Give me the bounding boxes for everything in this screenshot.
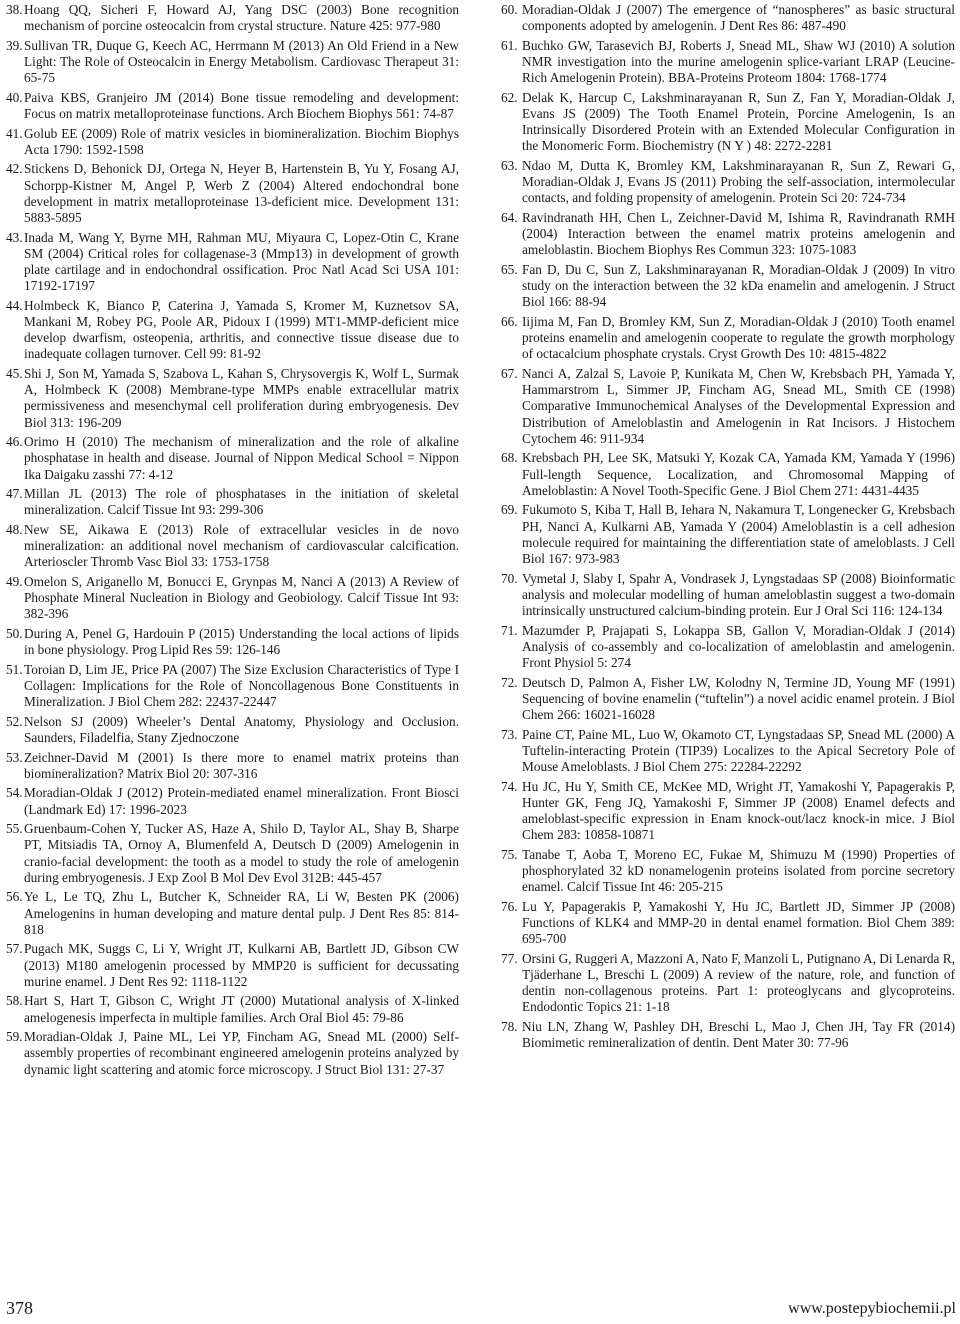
reference-number: 58. bbox=[6, 993, 23, 1009]
right-reference-column bbox=[501, 2, 955, 1055]
reference-entry bbox=[501, 623, 955, 672]
reference-number: 77. bbox=[501, 950, 518, 966]
reference-entry bbox=[6, 161, 459, 226]
reference-entry bbox=[501, 727, 955, 776]
reference-number: 44. bbox=[6, 297, 23, 313]
reference-number: 56. bbox=[6, 889, 23, 905]
reference-number: 46. bbox=[6, 434, 23, 450]
reference-entry bbox=[6, 662, 459, 711]
reference-number: 60. bbox=[501, 2, 518, 17]
reference-text: Vymetal J, Slaby I, Spahr A, Vondrasek J, Lyngstadaas SP (2008) Bioinformatic analysis and molecular modelling of human ameloblastin suggest a two-domain intrinsically unstructured calcium-binding protein. Eur J Oral Sci 116: 124-134 bbox=[522, 570, 955, 619]
reference-text: Toroian D, Lim JE, Price PA (2007) The Size Exclusion Characteristics of Type I Collagen: Implications for the Role of Noncollagenous Bone Constituents in Mineralization. J Biol Chem 282: 22437-22447 bbox=[24, 661, 459, 710]
reference-number: 57. bbox=[6, 941, 23, 957]
reference-number: 43. bbox=[6, 229, 23, 245]
reference-text: Paiva KBS, Granjeiro JM (2014) Bone tissue remodeling and development: Focus on matrix metalloproteinase functions. Arch Biochem Biophys 561: 74-87 bbox=[24, 89, 459, 121]
reference-number: 47. bbox=[6, 486, 23, 502]
reference-number: 71. bbox=[501, 622, 518, 638]
reference-number: 39. bbox=[6, 37, 23, 53]
reference-text: Omelon S, Ariganello M, Bonucci E, Grynpas M, Nanci A (2013) A Review of Phosphate Mineral Nucleation in Biology and Geobiology. Calcif Tissue Int 93: 382-396 bbox=[24, 574, 459, 622]
reference-entry bbox=[6, 993, 459, 1025]
reference-number: 54. bbox=[6, 785, 23, 801]
reference-text: Deutsch D, Palmon A, Fisher LW, Kolodny N, Termine JD, Young MF (1991) Sequencing of bovine enamelin (“tuftelin”) a novel acidic enamel protein. J Biol Chem 266: 16021-16028 bbox=[522, 674, 955, 723]
reference-entry bbox=[501, 675, 955, 724]
reference-text: Hu JC, Hu Y, Smith CE, McKee MD, Wright JT, Yamakoshi Y, Papagerakis P, Hunter GK, Feng JQ, Yamakoshi F, Simmer JP (2008) Enamel defects and ameloblast-specific expression in Enam knock-out/lacz knock-in mice. J Biol Chem 283: 10858-10871 bbox=[522, 778, 955, 843]
reference-entry bbox=[501, 1019, 955, 1051]
page-number: 378 bbox=[6, 1298, 33, 1318]
reference-number: 65. bbox=[501, 262, 518, 277]
reference-entry bbox=[501, 2, 955, 34]
reference-number: 66. bbox=[501, 314, 518, 329]
reference-entry bbox=[6, 230, 459, 295]
reference-entry bbox=[501, 779, 955, 844]
reference-text: Nanci A, Zalzal S, Lavoie P, Kunikata M, Chen W, Krebsbach PH, Yamada Y, Hammarstrom L, Simmer JP, Fincham AG, Snead ML, Smith CE (1998) Comparative Immunochemical Analyses of the Developmental Expression and Distribution of Ameloblastin and Amelogenin in Rat Incisors. J Histochem Cytochem 46: 911-934 bbox=[522, 366, 955, 446]
reference-text: Zeichner-David M (2001) Is there more to enamel matrix proteins than biomineralization? Matrix Biol 20: 307-316 bbox=[24, 749, 459, 781]
reference-text: Hoang QQ, Sicheri F, Howard AJ, Yang DSC (2003) Bone recognition mechanism of porcine osteocalcin from crystal structure. Nature 425: 977-980 bbox=[24, 2, 459, 34]
reference-text: Holmbeck K, Bianco P, Caterina J, Yamada S, Kromer M, Kuznetsov SA, Mankani M, Robey PG, Poole AR, Pidoux I (1999) MT1-MMP-deficient mice develop dwarfism, osteopenia, arthritis, and connective tissue disease due to inadequate collagen turnover. Cell 99: 81-92 bbox=[24, 297, 459, 362]
reference-text: Gruenbaum-Cohen Y, Tucker AS, Haze A, Shilo D, Taylor AL, Shay B, Sharpe PT, Mitsiadis TA, Ornoy A, Blumenfeld A, Deutsch D (2009) Amelogenin in cranio-facial development: the tooth as a model to study the role of amelogenin during embryogenesis. J Exp Zool B Mol Dev Evol 312B: 445-457 bbox=[24, 821, 459, 885]
reference-text: Mazumder P, Prajapati S, Lokappa SB, Gallon V, Moradian-Oldak J (2014) Analysis of co-assembly and co-localization of ameloblastin and amelogenin. Front Physiol 5: 274 bbox=[522, 622, 955, 671]
reference-entry bbox=[6, 486, 459, 518]
reference-text: Buchko GW, Tarasevich BJ, Roberts J, Snead ML, Shaw WJ (2010) A solution NMR investigation into the murine amelogenin splice-variant LRAP (Leucine-Rich Amelogenin Protein). BBA-Proteins Proteom 1804: 1768-1774 bbox=[522, 37, 955, 86]
reference-number: 53. bbox=[6, 749, 23, 765]
reference-number: 63. bbox=[501, 158, 518, 173]
reference-text: Hart S, Hart T, Gibson C, Wright JT (2000) Mutational analysis of X-linked amelogenesis imperfecta in multiple families. Arch Oral Biol 45: 79-86 bbox=[24, 993, 459, 1025]
reference-entry bbox=[501, 366, 955, 447]
reference-text: Ndao M, Dutta K, Bromley KM, Lakshminarayanan R, Sun Z, Rewari G, Moradian-Oldak J, Evans JS (2011) Probing the self-association, intermolecular contacts, and folding propensity of amelogenin. Protein Sci 20: 724-734 bbox=[522, 158, 955, 206]
reference-text: Millan JL (2013) The role of phosphatases in the initiation of skeletal mineralization. Calcif Tissue Int 93: 299-306 bbox=[24, 486, 459, 518]
reference-entry bbox=[6, 785, 459, 817]
reference-text: Krebsbach PH, Lee SK, Matsuki Y, Kozak CA, Yamada KM, Yamada Y (1996) Full-length Sequence, Localization, and Chromosomal Mapping of Ameloblastin: A Novel Tooth-Specific Gene. J Biol Chem 271: 4431-4435 bbox=[522, 450, 955, 498]
reference-text: Stickens D, Behonick DJ, Ortega N, Heyer B, Hartenstein B, Yu Y, Fosang AJ, Schorpp-Kistner M, Angel P, Werb Z (2004) Altered endochondral bone development in matrix metalloproteinase 13-deficient mice. Development 131: 5883-5895 bbox=[24, 161, 459, 225]
reference-number: 49. bbox=[6, 574, 23, 589]
reference-text: Pugach MK, Suggs C, Li Y, Wright JT, Kulkarni AB, Bartlett JD, Gibson CW (2013) M180 amelogenin processed by MMP20 is sufficient for decussating murine enamel. J Dent Res 92: 1118-1122 bbox=[24, 941, 459, 989]
reference-text: Golub EE (2009) Role of matrix vesicles in biomineralization. Biochim Biophys Acta 1790: 1592-1598 bbox=[24, 125, 459, 157]
reference-text: Iijima M, Fan D, Bromley KM, Sun Z, Moradian-Oldak J (2010) Tooth enamel proteins enamelin and amelogenin cooperate to regulate the growth morphology of octacalcium phosphate crystals. Cryst Growth Des 10: 4815-4822 bbox=[522, 314, 955, 362]
reference-number: 38. bbox=[6, 2, 23, 17]
reference-entry bbox=[6, 2, 459, 34]
reference-entry bbox=[501, 210, 955, 259]
reference-number: 51. bbox=[6, 661, 23, 677]
reference-number: 48. bbox=[6, 522, 23, 537]
reference-text: Niu LN, Zhang W, Pashley DH, Breschi L, Mao J, Chen JH, Tay FR (2014) Biomimetic remineralization of dentin. Dent Mater 30: 77-96 bbox=[522, 1019, 955, 1051]
reference-text: Inada M, Wang Y, Byrne MH, Rahman MU, Miyaura C, Lopez-Otin C, Krane SM (2004) Critical roles for collagenase-3 (Mmp13) in development of growth plate cartilage and in endochondral ossification. Proc Natl Acad Sci USA 101: 17192-17197 bbox=[24, 229, 459, 294]
reference-text: Lu Y, Papagerakis P, Yamakoshi Y, Hu JC, Bartlett JD, Simmer JP (2008) Functions of KLK4 and MMP-20 in dental enamel formation. Biol Chem 389: 695-700 bbox=[522, 898, 955, 947]
reference-text: Ravindranath HH, Chen L, Zeichner-David M, Ishima R, Ravindranath RMH (2004) Interaction between the enamel matrix proteins amelogenin and ameloblastin. Biochem Biophys Res Commun 323: 1075-1083 bbox=[522, 210, 955, 258]
reference-entry bbox=[6, 434, 459, 483]
reference-entry bbox=[501, 951, 955, 1016]
reference-text: Moradian-Oldak J (2012) Protein-mediated enamel mineralization. Front Biosci (Landmark Ed) 17: 1996-2023 bbox=[24, 785, 459, 817]
reference-text: Sullivan TR, Duque G, Keech AC, Herrmann M (2013) An Old Friend in a New Light: The Role of Osteocalcin in Energy Metabolism. Cardiovasc Therapeut 31: 65-75 bbox=[24, 37, 459, 86]
reference-text: Fan D, Du C, Sun Z, Lakshminarayanan R, Moradian-Oldak J (2009) In vitro study on the interaction between the 32 kDa enamelin and amelogenin. J Struct Biol 166: 88-94 bbox=[522, 262, 955, 310]
reference-number: 78. bbox=[501, 1019, 518, 1035]
reference-entry bbox=[501, 314, 955, 363]
reference-number: 40. bbox=[6, 89, 23, 105]
reference-entry bbox=[501, 38, 955, 87]
reference-text: Moradian-Oldak J (2007) The emergence of “nanospheres” as basic structural components adopted by amelogenin. J Dent Res 86: 487-490 bbox=[522, 2, 955, 34]
reference-entry bbox=[6, 750, 459, 782]
reference-entry bbox=[6, 90, 459, 122]
reference-entry bbox=[6, 522, 459, 571]
reference-entry bbox=[6, 1029, 459, 1078]
reference-text: Tanabe T, Aoba T, Moreno EC, Fukae M, Shimuzu M (1990) Properties of phosphorylated 32 kD nonamelogenin proteins isolated from porcine secretory enamel. Calcif Tissue Int 46: 205-215 bbox=[522, 846, 955, 895]
reference-text: Shi J, Son M, Yamada S, Szabova L, Kahan S, Chrysovergis K, Wolf L, Surmak A, Holmbeck K (2008) Membrane-type MMPs enable extracellular matrix permissiveness and mesenchymal cell proliferation during embryogenesis. Dev Biol 313: 196-209 bbox=[24, 366, 459, 430]
reference-text: Delak K, Harcup C, Lakshminarayanan R, Sun Z, Fan Y, Moradian-Oldak J, Evans JS (2009) The Tooth Enamel Protein, Porcine Amelogenin, Is an Intrinsically Disordered Protein with an Extended Molecular Configuration in the Monomeric Form. Biochemistry (N Y ) 48: 2272-2281 bbox=[522, 89, 955, 154]
reference-number: 50. bbox=[6, 626, 23, 641]
reference-entry bbox=[6, 366, 459, 431]
reference-text: Orsini G, Ruggeri A, Mazzoni A, Nato F, Manzoli L, Putignano A, Di Lenarda R, Tjäderhane L, Breschi L (2009) A review of the nature, role, and function of dentin non-collagenous proteins. Part 1: proteoglycans and glycoproteins. Endodontic Topics 21: 1-18 bbox=[522, 950, 955, 1015]
reference-number: 72. bbox=[501, 674, 518, 690]
reference-number: 73. bbox=[501, 726, 518, 742]
reference-number: 74. bbox=[501, 778, 518, 794]
footer-website: www.postepybiochemii.pl bbox=[788, 1300, 956, 1317]
reference-text: Moradian-Oldak J, Paine ML, Lei YP, Fincham AG, Snead ML (2000) Self-assembly properties of recombinant engineered amelogenin proteins analyzed by dynamic light scattering and atomic force microscopy. J Struct Biol 131: 27-37 bbox=[24, 1029, 459, 1077]
reference-number: 76. bbox=[501, 898, 518, 914]
reference-entry bbox=[6, 298, 459, 363]
reference-number: 52. bbox=[6, 713, 23, 729]
reference-entry bbox=[501, 450, 955, 499]
reference-number: 61. bbox=[501, 37, 518, 53]
reference-number: 45. bbox=[6, 366, 23, 381]
reference-entry bbox=[501, 262, 955, 311]
reference-entry bbox=[6, 889, 459, 938]
reference-number: 64. bbox=[501, 210, 518, 225]
left-reference-column bbox=[6, 2, 459, 1081]
reference-entry bbox=[6, 714, 459, 746]
reference-text: During A, Penel G, Hardouin P (2015) Understanding the local actions of lipids in bone physiology. Prog Lipid Res 59: 126-146 bbox=[24, 626, 459, 658]
reference-text: New SE, Aikawa E (2013) Role of extracellular vesicles in de novo mineralization: an additional novel mechanism of cardiovascular calcification. Arterioscler Thromb Vasc Biol 33: 1753-1758 bbox=[24, 522, 459, 570]
reference-number: 69. bbox=[501, 502, 518, 518]
reference-entry bbox=[6, 126, 459, 158]
reference-entry bbox=[6, 38, 459, 87]
reference-entry bbox=[6, 626, 459, 658]
reference-number: 41. bbox=[6, 125, 23, 141]
reference-number: 55. bbox=[6, 821, 23, 837]
reference-number: 68. bbox=[501, 450, 518, 466]
reference-text: Nelson SJ (2009) Wheeler’s Dental Anatomy, Physiology and Occlusion. Saunders, Filadelfia, Stany Zjednoczone bbox=[24, 713, 459, 745]
reference-text: Orimo H (2010) The mechanism of mineralization and the role of alkaline phosphatase in health and disease. Journal of Nippon Medical School = Nippon Ika Daigaku zasshi 77: 4-12 bbox=[24, 434, 459, 482]
reference-entry bbox=[501, 158, 955, 207]
reference-entry bbox=[6, 574, 459, 623]
reference-number: 70. bbox=[501, 570, 518, 586]
reference-text: Fukumoto S, Kiba T, Hall B, Iehara N, Nakamura T, Longenecker G, Krebsbach PH, Nanci A, Kulkarni AB, Yamada Y (2004) Ameloblastin is a cell adhesion molecule required for maintaining the differentiation state of ameloblasts. J Cell Biol 167: 973-983 bbox=[522, 502, 955, 567]
reference-number: 75. bbox=[501, 846, 518, 862]
reference-text: Paine CT, Paine ML, Luo W, Okamoto CT, Lyngstadaas SP, Snead ML (2000) A Tuftelin-interacting Protein (TIP39) Localizes to the Apical Secretory Pole of Mouse Ameloblasts. J Biol Chem 275: 22284-22292 bbox=[522, 726, 955, 775]
reference-entry bbox=[501, 502, 955, 567]
reference-number: 62. bbox=[501, 89, 518, 105]
reference-number: 59. bbox=[6, 1029, 23, 1045]
reference-number: 67. bbox=[501, 366, 518, 381]
reference-entry bbox=[501, 571, 955, 620]
reference-number: 42. bbox=[6, 161, 23, 177]
reference-entry bbox=[501, 847, 955, 896]
reference-text: Ye L, Le TQ, Zhu L, Butcher K, Schneider RA, Li W, Besten PK (2006) Amelogenins in human developing and mature dental pulp. J Dent Res 85: 814-818 bbox=[24, 889, 459, 937]
reference-entry bbox=[6, 821, 459, 886]
reference-entry bbox=[501, 899, 955, 948]
reference-entry bbox=[6, 941, 459, 990]
reference-entry bbox=[501, 90, 955, 155]
